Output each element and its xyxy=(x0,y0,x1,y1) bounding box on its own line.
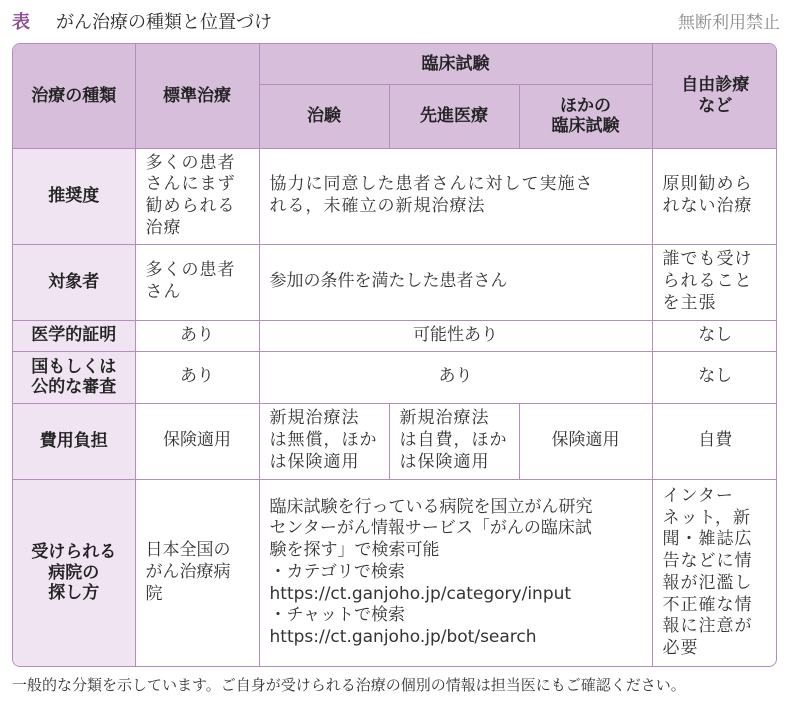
header-other-trials: ほかの 臨床試験 xyxy=(519,84,652,148)
cell-review-standard: あり xyxy=(135,351,259,403)
cell-find-free: インター ネット，新 聞・雑誌広 告などに情 報が氾濫し 不正確な情 報に注意が 必要 xyxy=(652,479,777,666)
title-bar xyxy=(12,6,780,36)
row-label-evidence: 医学的証明 xyxy=(13,320,135,351)
cell-cost-free: 自費 xyxy=(652,403,777,479)
table-row xyxy=(13,403,777,479)
footnote: 一般的な分類を示しています。ご自身が受けられる治療の個別の情報は担当医にもご確認ください。 xyxy=(12,676,686,694)
header-free-care: 自由診療 など xyxy=(652,44,777,148)
cell-evidence-free: なし xyxy=(652,320,777,351)
header-treatment-type: 治療の種類 xyxy=(13,44,135,148)
row-label-review: 国もしくは 公的な審査 xyxy=(13,351,135,403)
header-chiken: 治験 xyxy=(259,84,389,148)
treatment-table xyxy=(12,43,777,667)
cell-find-standard: 日本全国の がん治療病 院 xyxy=(135,479,259,666)
cell-target-trial: 参加の条件を満たした患者さん xyxy=(259,244,652,320)
cell-cost-advanced: 新規治療法 は自費，ほか は保険適用 xyxy=(389,403,519,479)
header-clinical-trial: 臨床試験 xyxy=(259,44,652,84)
cell-cost-chiken: 新規治療法 は無償，ほか は保険適用 xyxy=(259,403,389,479)
row-label-cost: 費用負担 xyxy=(13,403,135,479)
cell-recommendation-standard: 多くの患者 さんにまず 勧められる 治療 xyxy=(135,148,259,244)
cell-target-free: 誰でも受け られること を主張 xyxy=(652,244,777,320)
table-row xyxy=(13,148,777,244)
copyright-notice: 無断利用禁止 xyxy=(678,13,780,33)
header-advanced-care: 先進医療 xyxy=(389,84,519,148)
cell-cost-standard: 保険適用 xyxy=(135,403,259,479)
cell-evidence-standard: あり xyxy=(135,320,259,351)
cell-evidence-trial: 可能性あり xyxy=(259,320,652,351)
table-row xyxy=(13,351,777,403)
cell-cost-other: 保険適用 xyxy=(519,403,652,479)
cell-recommendation-trial: 協力に同意した患者さんに対して実施さ れる，未確立の新規治療法 xyxy=(259,148,652,244)
table-tag: 表 xyxy=(12,12,30,33)
cell-review-trial: あり xyxy=(259,351,652,403)
cell-recommendation-free: 原則勧めら れない治療 xyxy=(652,148,777,244)
table-row xyxy=(13,320,777,351)
row-label-recommendation: 推奨度 xyxy=(13,148,135,244)
table-row xyxy=(13,479,777,666)
row-label-find: 受けられる 病院の 探し方 xyxy=(13,479,135,666)
table-row xyxy=(13,244,777,320)
cell-review-free: なし xyxy=(652,351,777,403)
cell-target-standard: 多くの患者 さん xyxy=(135,244,259,320)
row-label-target: 対象者 xyxy=(13,244,135,320)
cell-find-trial: 臨床試験を行っている病院を国立がん研究 センターがん情報サービス「がんの臨床試 験を探す」で検索可能 ・カテゴリで検索 https://ct.ganjoho.jp/category/input ・チャットで検索 https://ct.ganjoho.jp/bot/search xyxy=(259,479,652,666)
page-title: がん治療の種類と位置づけ xyxy=(56,12,272,33)
header-standard-treatment: 標準治療 xyxy=(135,44,259,148)
